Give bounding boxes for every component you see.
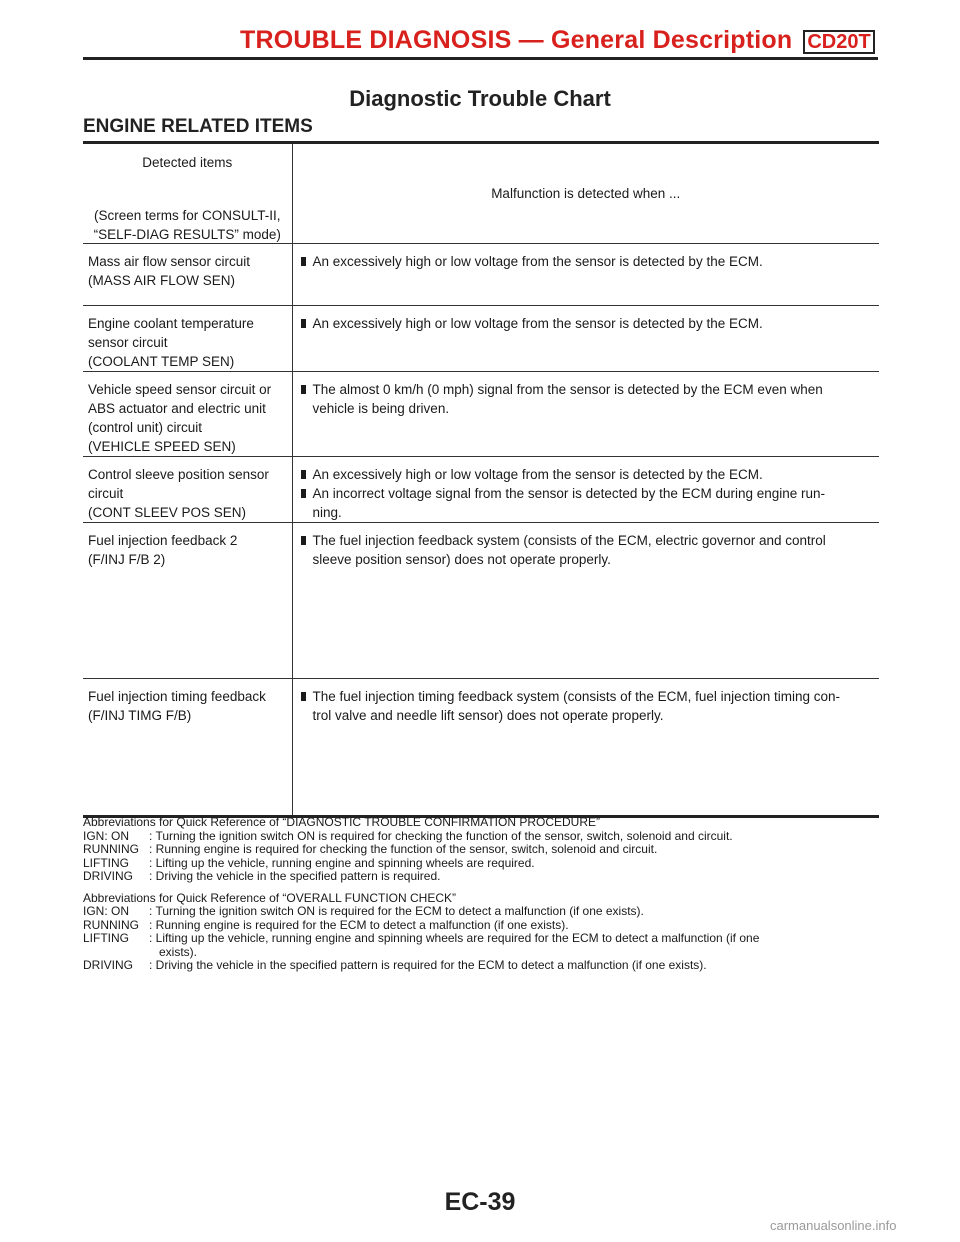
note-text: : Turning the ignition switch ON is required for checking the function of the sensor, switch, solenoid and circuit.	[149, 828, 733, 843]
header-title: TROUBLE DIAGNOSIS — General Description	[240, 26, 793, 54]
chart-title: Diagnostic Trouble Chart	[349, 86, 611, 111]
note-text: : Turning the ignition switch ON is required for the ECM to detect a malfunction (if one exists).	[149, 904, 644, 918]
note-key: DRIVING	[83, 958, 134, 972]
note-key: LIFTING	[83, 855, 130, 870]
table-row	[83, 457, 879, 523]
note-line	[83, 857, 883, 871]
screen-terms-label: (Screen terms for CONSULT-II, “SELF-DIAG RESULTS” mode)	[93, 208, 281, 242]
note-line	[83, 932, 883, 959]
note-line	[83, 919, 883, 933]
detected-items-label: Detected items	[142, 155, 233, 170]
notes-title: Abbreviations for Quick Reference of “OVERALL FUNCTION CHECK”	[83, 890, 457, 905]
notes-block-confirmation	[83, 816, 883, 884]
watermark: carmanualsonline.info	[770, 1218, 897, 1233]
bullet-icon	[300, 385, 310, 394]
bullet-icon	[300, 692, 310, 701]
detected-item-cell: Vehicle speed sensor circuit or ABS actuator and electric unit (control unit) circuit (VEHICLE SPEED SEN)	[83, 372, 292, 457]
note-key: RUNNING	[83, 842, 139, 856]
note-line	[83, 830, 883, 844]
table-row	[83, 523, 879, 679]
header-rule	[83, 57, 878, 60]
detected-items-header	[83, 143, 292, 244]
malfunction-cell	[292, 457, 879, 523]
bullet-icon	[300, 536, 310, 545]
note-key: DRIVING	[83, 869, 134, 883]
list-item: An excessively high or low voltage from the sensor is detected by the ECM.	[300, 465, 872, 484]
bullet-icon	[300, 257, 310, 266]
table-row	[83, 306, 879, 372]
notes-block-overall	[83, 892, 883, 973]
malfunction-cell	[292, 244, 879, 306]
malfunction-cell	[292, 679, 879, 817]
note-text: : Running engine is required for checking the function of the sensor, switch, solenoid and circuit.	[149, 842, 658, 856]
note-line	[83, 959, 883, 973]
detected-item-cell: Fuel injection feedback 2 (F/INJ F/B 2)	[83, 523, 292, 679]
detected-item-cell: Engine coolant temperature sensor circuit (COOLANT TEMP SEN)	[83, 306, 292, 372]
note-key: IGN: ON	[83, 828, 130, 843]
bullet-icon	[300, 470, 310, 479]
list-item: The fuel injection timing feedback system (consists of the ECM, fuel injection timing con- trol valve and needle lift sensor) does not operate properly.	[300, 687, 872, 725]
diagnostic-trouble-table	[83, 141, 879, 818]
note-text: : Driving the vehicle in the specified pattern is required.	[149, 869, 441, 883]
detected-item-cell: Control sleeve position sensor circuit (CONT SLEEV POS SEN)	[83, 457, 292, 523]
note-text: : Lifting up the vehicle, running engine and spinning wheels are required.	[149, 855, 535, 870]
malfunction-cell	[292, 306, 879, 372]
section-heading: ENGINE RELATED ITEMS	[83, 116, 313, 137]
table-row	[83, 679, 879, 817]
note-line	[83, 905, 883, 919]
note-line	[83, 843, 883, 857]
note-text: : Running engine is required for the ECM to detect a malfunction (if one exists).	[149, 917, 569, 932]
table-row	[83, 372, 879, 457]
detected-item-cell: Mass air flow sensor circuit (MASS AIR FLOW SEN)	[83, 244, 292, 306]
page-header	[83, 0, 878, 62]
list-item: The almost 0 km/h (0 mph) signal from the sensor is detected by the ECM even when vehicle is being driven.	[300, 380, 872, 418]
note-text: : Driving the vehicle in the specified pattern is required for the ECM to detect a malfunction (if one exists).	[149, 958, 707, 972]
bullet-icon	[300, 319, 310, 328]
list-item: An excessively high or low voltage from the sensor is detected by the ECM.	[300, 314, 872, 333]
bullet-icon	[300, 489, 310, 498]
note-key: RUNNING	[83, 917, 139, 932]
page-number: EC-39	[444, 1188, 516, 1216]
notes-title: Abbreviations for Quick Reference of “DIAGNOSTIC TROUBLE CONFIRMATION PROCEDURE”	[83, 815, 601, 829]
table-header-row	[83, 143, 879, 244]
note-text: : Lifting up the vehicle, running engine and spinning wheels are required for the ECM to detect a malfunction (if one exists).	[149, 931, 760, 959]
list-item: The fuel injection feedback system (consists of the ECM, electric governor and control sleeve position sensor) does not operate properly.	[300, 531, 872, 569]
engine-code-badge: CD20T	[803, 30, 875, 54]
detected-item-cell: Fuel injection timing feedback (F/INJ TIMG F/B)	[83, 679, 292, 817]
note-key: LIFTING	[83, 931, 130, 945]
list-item: An incorrect voltage signal from the sensor is detected by the ECM during engine run- ning.	[300, 484, 872, 522]
malfunction-cell	[292, 523, 879, 679]
list-item: An excessively high or low voltage from the sensor is detected by the ECM.	[300, 252, 872, 271]
malfunction-cell	[292, 372, 879, 457]
note-key: IGN: ON	[83, 904, 130, 918]
abbreviation-notes	[83, 816, 883, 981]
note-line	[83, 870, 883, 884]
malfunction-header: Malfunction is detected when ...	[491, 186, 681, 201]
table-row	[83, 244, 879, 306]
